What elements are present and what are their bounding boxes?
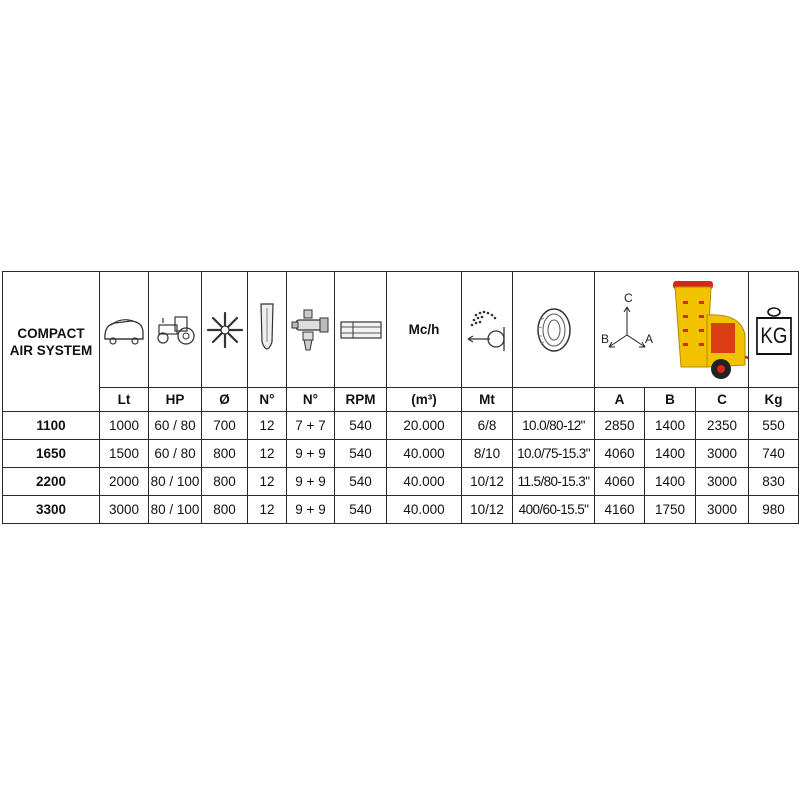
value-cell: 40.000 <box>387 468 462 496</box>
value-cell: 540 <box>335 496 387 524</box>
value-cell: 2000 <box>100 468 149 496</box>
icon-row <box>3 272 799 388</box>
value-cell: 540 <box>335 412 387 440</box>
value-cell: 60 / 80 <box>149 440 202 468</box>
value-cell: 9 + 9 <box>287 440 335 468</box>
value-cell: 12 <box>248 468 287 496</box>
spec-table <box>2 271 799 524</box>
value-cell: 20.000 <box>387 412 462 440</box>
tractor-icon <box>149 272 202 388</box>
value-cell: 540 <box>335 440 387 468</box>
value-cell: 9 + 9 <box>287 468 335 496</box>
value-cell: 3000 <box>696 440 749 468</box>
value-cell: 4060 <box>595 468 645 496</box>
value-cell: 1750 <box>645 496 696 524</box>
value-cell: 1400 <box>645 440 696 468</box>
value-cell: 800 <box>202 468 248 496</box>
value-cell: 400/60-15.5" <box>513 496 595 524</box>
unit-cell: HP <box>149 388 202 412</box>
value-cell: 800 <box>202 496 248 524</box>
unit-cell: N° <box>287 388 335 412</box>
unit-row <box>3 388 799 412</box>
dim-b-label: B <box>601 331 610 346</box>
tank-icon <box>100 272 149 388</box>
unit-cell: Ø <box>202 388 248 412</box>
nozzle-valve-icon <box>287 272 335 388</box>
value-cell: 3000 <box>696 496 749 524</box>
value-cell: 10.0/80-12" <box>513 412 595 440</box>
kg-label: KG <box>756 317 792 355</box>
data-body <box>3 412 799 524</box>
title-line-1: COMPACT <box>17 325 85 341</box>
blade-icon <box>248 272 287 388</box>
value-cell: 9 + 9 <box>287 496 335 524</box>
unit-cell: Lt <box>100 388 149 412</box>
table-row <box>3 496 799 524</box>
value-cell: 6/8 <box>462 412 513 440</box>
table-row <box>3 468 799 496</box>
model-cell: 1650 <box>3 440 100 468</box>
model-cell: 2200 <box>3 468 100 496</box>
value-cell: 2850 <box>595 412 645 440</box>
value-cell: 60 / 80 <box>149 412 202 440</box>
air-flow-icon <box>462 272 513 388</box>
fan-icon <box>202 272 248 388</box>
unit-cell: RPM <box>335 388 387 412</box>
value-cell: 40.000 <box>387 440 462 468</box>
value-cell: 1500 <box>100 440 149 468</box>
value-cell: 1400 <box>645 468 696 496</box>
unit-cell: A <box>595 388 645 412</box>
value-cell: 1000 <box>100 412 149 440</box>
table-row <box>3 412 799 440</box>
unit-cell <box>513 388 595 412</box>
flow-header: Mc/h <box>387 272 462 388</box>
value-cell: 8/10 <box>462 440 513 468</box>
value-cell: 11.5/80-15.3" <box>513 468 595 496</box>
table-title <box>3 272 100 412</box>
value-cell: 2350 <box>696 412 749 440</box>
model-cell: 1100 <box>3 412 100 440</box>
sprayer-machine-icon <box>595 272 749 388</box>
table-row <box>3 440 799 468</box>
value-cell: 830 <box>749 468 799 496</box>
tire-icon <box>513 272 595 388</box>
value-cell: 40.000 <box>387 496 462 524</box>
value-cell: 800 <box>202 440 248 468</box>
value-cell: 540 <box>335 468 387 496</box>
value-cell: 980 <box>749 496 799 524</box>
value-cell: 10/12 <box>462 496 513 524</box>
value-cell: 80 / 100 <box>149 468 202 496</box>
unit-cell: C <box>696 388 749 412</box>
value-cell: 12 <box>248 440 287 468</box>
value-cell: 700 <box>202 412 248 440</box>
value-cell: 3000 <box>100 496 149 524</box>
unit-cell: Mt <box>462 388 513 412</box>
value-cell: 4060 <box>595 440 645 468</box>
unit-cell: Kg <box>749 388 799 412</box>
value-cell: 12 <box>248 496 287 524</box>
value-cell: 550 <box>749 412 799 440</box>
unit-cell: (m³) <box>387 388 462 412</box>
pto-shaft-icon <box>335 272 387 388</box>
value-cell: 4160 <box>595 496 645 524</box>
title-line-2: AIR SYSTEM <box>9 342 93 358</box>
value-cell: 10/12 <box>462 468 513 496</box>
unit-cell: N° <box>248 388 287 412</box>
value-cell: 3000 <box>696 468 749 496</box>
dim-a-label: A <box>645 331 654 346</box>
model-cell: 3300 <box>3 496 100 524</box>
weight-icon <box>749 272 799 388</box>
dim-c-label: C <box>624 290 633 305</box>
value-cell: 1400 <box>645 412 696 440</box>
value-cell: 740 <box>749 440 799 468</box>
unit-cell: B <box>645 388 696 412</box>
value-cell: 7 + 7 <box>287 412 335 440</box>
value-cell: 80 / 100 <box>149 496 202 524</box>
value-cell: 12 <box>248 412 287 440</box>
value-cell: 10.0/75-15.3" <box>513 440 595 468</box>
